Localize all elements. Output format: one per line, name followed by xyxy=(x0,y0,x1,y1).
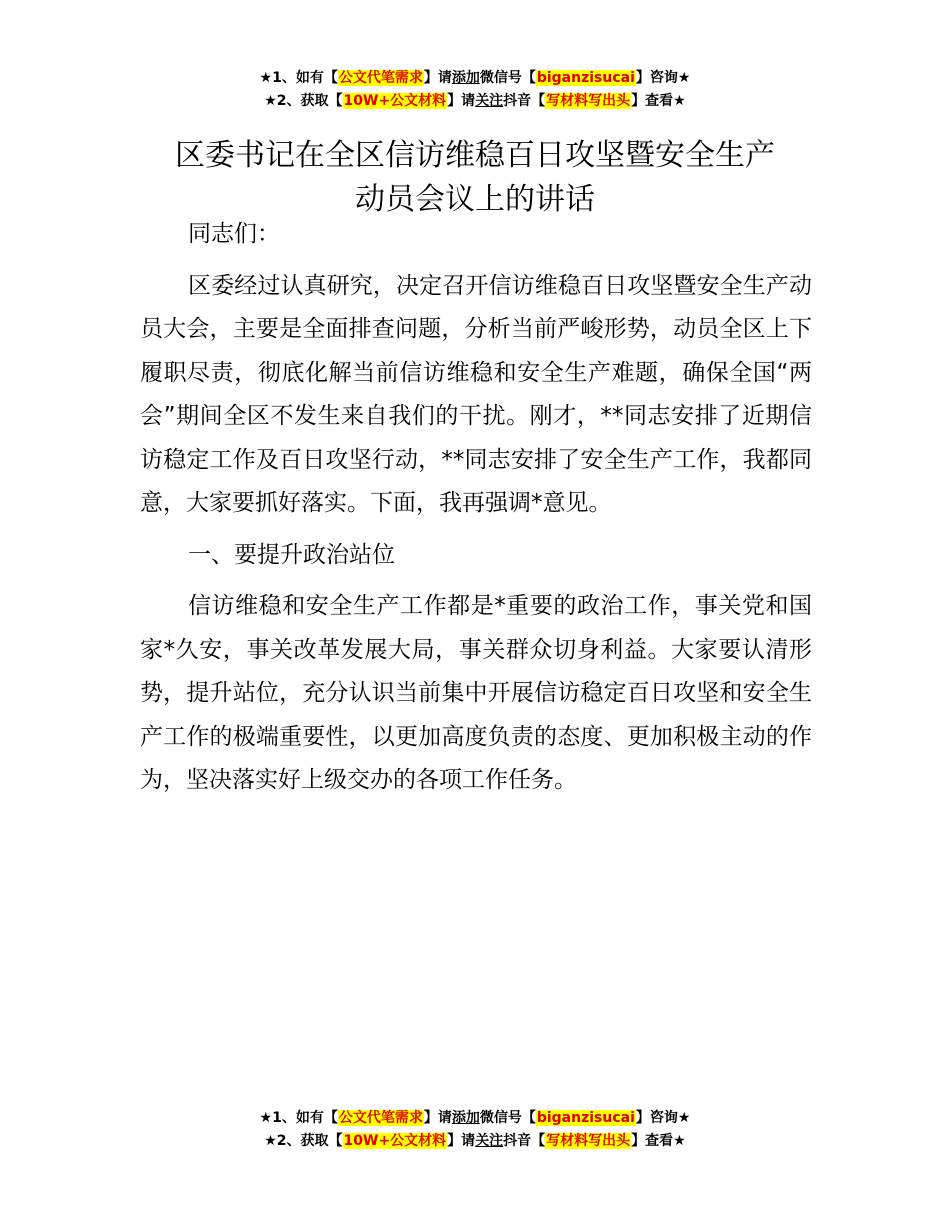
promo-highlight: 公文代笔需求 xyxy=(338,1110,423,1126)
promo-text: 】请 xyxy=(423,70,452,86)
promo-highlight: 10W+公文材料 xyxy=(343,1133,447,1149)
promo-highlight-douyin: 写材料写出头 xyxy=(546,93,631,109)
promo-text: 】请 xyxy=(447,93,476,109)
promo-text: ★1、如有【 xyxy=(259,70,338,86)
paragraph-2: 信访维稳和安全生产工作都是*重要的政治工作，事关党和国家*久安，事关改革发展大局，事关群众切身利益。大家要认清形势，提升站位，充分认识当前集中开展信访稳定百日攻坚和安全生产工作的极端重要性，以更加高度负责的态度、更加积极主动的作为，坚决落实好上级交办的各项工作任务。 xyxy=(140,593,812,793)
promo-highlight-douyin: 写材料写出头 xyxy=(546,1133,631,1149)
promo-line-2 xyxy=(0,1130,950,1153)
promo-text: ★2、获取【 xyxy=(264,1133,343,1149)
promo-banner-bottom xyxy=(0,1107,950,1153)
document-title xyxy=(0,134,950,222)
promo-underline: 关注 xyxy=(475,93,504,109)
promo-line-1 xyxy=(0,67,950,90)
promo-underline: 关注 xyxy=(475,1133,504,1149)
promo-text: 】请 xyxy=(423,1110,452,1126)
title-line-1: 区委书记在全区信访维稳百日攻坚暨安全生产 xyxy=(175,138,775,174)
promo-text: 抖音【 xyxy=(503,1133,546,1149)
promo-text: 】查看★ xyxy=(631,93,686,109)
promo-text: 】查看★ xyxy=(631,1133,686,1149)
promo-underline: 添加 xyxy=(451,1110,480,1126)
promo-text: ★2、获取【 xyxy=(264,93,343,109)
promo-underline: 添加 xyxy=(451,70,480,86)
promo-text: 抖音【 xyxy=(503,93,546,109)
promo-highlight: 10W+公文材料 xyxy=(343,93,447,109)
promo-text: 】咨询★ xyxy=(635,70,691,86)
promo-highlight: 公文代笔需求 xyxy=(338,70,423,86)
greeting: 同志们： xyxy=(188,221,280,247)
promo-line-2 xyxy=(0,90,950,113)
promo-text: ★1、如有【 xyxy=(259,1110,338,1126)
promo-highlight-wechat: biganzisucai xyxy=(536,1110,635,1126)
promo-text: 】咨询★ xyxy=(635,1110,691,1126)
promo-text: 微信号【 xyxy=(479,70,536,86)
promo-banner-top xyxy=(0,67,950,113)
promo-text: 】请 xyxy=(447,1133,476,1149)
title-line-2: 动员会议上的讲话 xyxy=(355,182,595,218)
promo-line-1 xyxy=(0,1107,950,1130)
document-body xyxy=(140,213,812,811)
section-heading-1: 一、要提升政治站位 xyxy=(188,541,395,568)
promo-text: 微信号【 xyxy=(479,1110,536,1126)
promo-highlight-wechat: biganzisucai xyxy=(536,70,635,86)
paragraph-1: 区委经过认真研究，决定召开信访维稳百日攻坚暨安全生产动员大会，主要是全面排查问题，分析当前严峻形势，动员全区上下履职尽责，彻底化解当前信访维稳和安全生产难题，确保全国“两会”期间全区不发生来自我们的干扰。刚才，**同志安排了近期信访稳定工作及百日攻坚行动，**同志安排了安全生产工作，我都同意，大家要抓好落实。下面，我再强调*意见。 xyxy=(140,272,812,516)
